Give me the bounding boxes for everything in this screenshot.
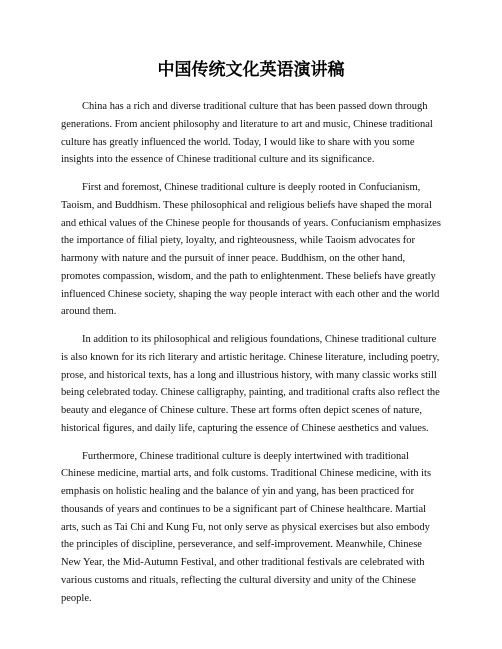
document-body <box>61 98 442 617</box>
paragraph-4: Furthermore, Chinese traditional culture is deeply intertwined with traditional Chinese medicine, martial arts, and folk customs. Traditional Chinese medicine, with its emphasis on holistic healing and the balance of yin and yang, has been practiced for thousands of years and continues to be a significant part of Chinese healthcare. Martial arts, such as Tai Chi and Kung Fu, not only serve as physical exercises but also embody the principles of discipline, perseverance, and self-improvement. Meanwhile, Chinese New Year, the Mid-Autumn Festival, and other traditional festivals are celebrated with various customs and rituals, reflecting the cultural diversity and unity of the Chinese people. <box>61 450 432 604</box>
paragraph-3: In addition to its philosophical and religious foundations, Chinese traditional culture is also known for its rich literary and artistic heritage. Chinese literature, including poetry, prose, and historical texts, has a long and illustrious history, with many classic works still being celebrated today. Chinese calligraphy, painting, and traditional crafts also reflect the beauty and elegance of Chinese culture. These art forms often depict scenes of nature, historical figures, and daily life, capturing the essence of Chinese aesthetics and values. <box>61 334 440 434</box>
paragraph-1: China has a rich and diverse traditional culture that has been passed down through generations. From ancient philosophy and literature to art and music, Chinese traditional culture has greatly influenced the world. Today, I would like to share with you some insights into the essence of Chinese traditional culture and its significance. <box>61 101 433 166</box>
document-title: 中国传统文化英语演讲稿 <box>157 60 345 80</box>
paragraph-2: First and foremost, Chinese traditional culture is deeply rooted in Confucianism, Taoism, and Buddhism. These philosophical and religious beliefs have shaped the moral and ethical values of the Chinese people for thousands of years. Confucianism emphasizes the importance of filial piety, loyalty, and righteousness, while Taoism advocates for harmony with nature and the pursuit of inner peace. Buddhism, on the other hand, promotes compassion, wisdom, and the path to enlightenment. These beliefs have greatly influenced Chinese society, shaping the way people interact with each other and the world around them. <box>61 182 441 318</box>
